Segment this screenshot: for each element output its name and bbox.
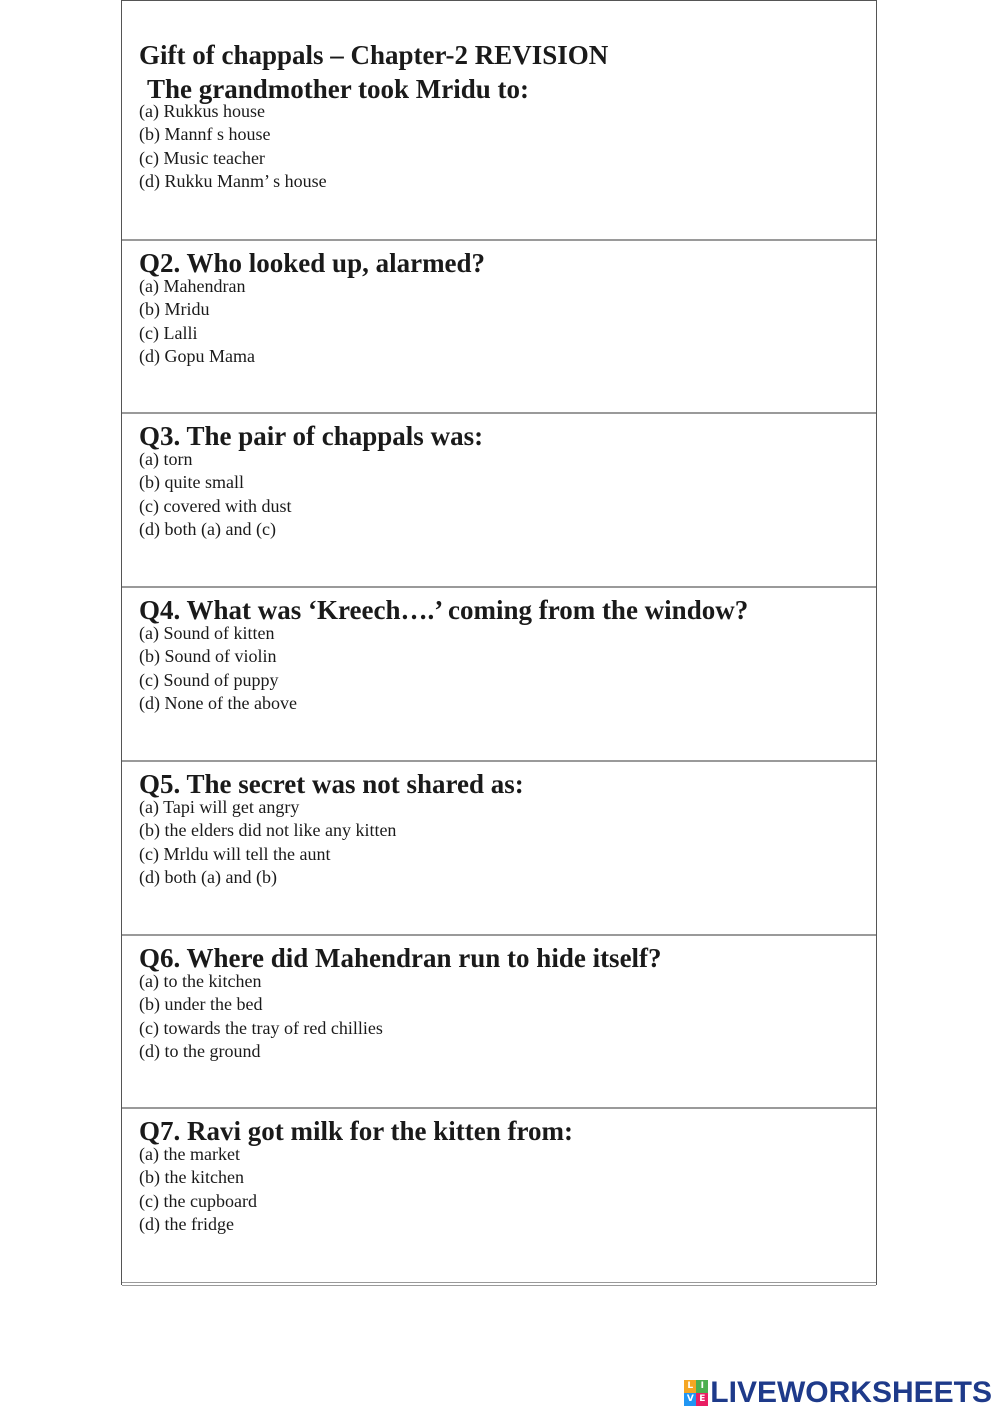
- option-a[interactable]: (a) Sound of kitten: [139, 623, 275, 643]
- question-block-3: [122, 414, 876, 588]
- question-text: The grandmother took Mridu to:: [147, 74, 529, 104]
- logo-letter: L: [684, 1380, 696, 1393]
- option-a[interactable]: (a) the market: [139, 1144, 240, 1164]
- logo-letter: V: [684, 1393, 696, 1406]
- option-c[interactable]: (c) covered with dust: [139, 495, 292, 516]
- option-c[interactable]: (c) Mrldu will tell the aunt: [139, 843, 331, 864]
- option-c[interactable]: (c) Lalli: [139, 322, 198, 343]
- option-c[interactable]: (c) towards the tray of red chillies: [139, 1017, 383, 1038]
- option-d[interactable]: (d) the fridge: [139, 1213, 234, 1234]
- option-b[interactable]: (b) the kitchen: [139, 1167, 244, 1188]
- option-list: [139, 100, 876, 193]
- question-text: Q4. What was ‘Kreech….’ coming from the window?: [139, 595, 749, 625]
- option-a[interactable]: (a) Tapi will get angry: [139, 797, 300, 817]
- option-a[interactable]: (a) to the kitchen: [139, 971, 262, 991]
- question-text: Q3. The pair of chappals was:: [139, 421, 484, 451]
- liveworksheets-brand[interactable]: [684, 1376, 992, 1410]
- option-b[interactable]: (b) Mannf s house: [139, 124, 271, 145]
- question-block-5: [122, 762, 876, 936]
- liveworksheets-wordmark: LIVEWORKSHEETS: [710, 1376, 992, 1409]
- question-text: Q2. Who looked up, alarmed?: [139, 248, 486, 278]
- worksheet-page: [121, 0, 877, 1285]
- question-block-4: [122, 588, 876, 762]
- liveworksheets-logo-icon: [684, 1380, 708, 1406]
- question-text: Q5. The secret was not shared as:: [139, 769, 524, 799]
- option-b[interactable]: (b) Mridu: [139, 299, 210, 320]
- option-b[interactable]: (b) Sound of violin: [139, 646, 277, 667]
- option-c[interactable]: (c) the cupboard: [139, 1190, 257, 1211]
- question-block-2: [122, 241, 876, 414]
- option-d[interactable]: (d) None of the above: [139, 692, 297, 713]
- question-text: Q7. Ravi got milk for the kitten from:: [139, 1116, 573, 1146]
- option-list: [139, 448, 876, 541]
- option-b[interactable]: (b) the elders did not like any kitten: [139, 820, 397, 841]
- option-a[interactable]: (a) torn: [139, 449, 193, 469]
- option-list: [139, 1143, 876, 1236]
- option-d[interactable]: (d) both (a) and (b): [139, 866, 277, 887]
- option-list: [139, 275, 876, 368]
- option-list: [139, 622, 876, 715]
- worksheet-title: Gift of chappals – Chapter-2 REVISION: [139, 40, 609, 70]
- logo-letter: E: [696, 1393, 708, 1406]
- option-d[interactable]: (d) to the ground: [139, 1040, 261, 1061]
- option-a[interactable]: (a) Mahendran: [139, 276, 246, 296]
- option-a[interactable]: (a) Rukkus house: [139, 101, 265, 121]
- question-block-6: [122, 936, 876, 1109]
- question-block-1: [122, 1, 876, 241]
- question-block-7: [122, 1109, 876, 1286]
- option-c[interactable]: (c) Music teacher: [139, 147, 265, 168]
- option-d[interactable]: (d) both (a) and (c): [139, 518, 276, 539]
- option-b[interactable]: (b) quite small: [139, 472, 244, 493]
- option-list: [139, 796, 876, 889]
- option-c[interactable]: (c) Sound of puppy: [139, 669, 279, 690]
- option-d[interactable]: (d) Rukku Manm’ s house: [139, 170, 327, 191]
- option-d[interactable]: (d) Gopu Mama: [139, 345, 255, 366]
- logo-letter: I: [696, 1380, 708, 1393]
- option-list: [139, 970, 876, 1063]
- question-text: Q6. Where did Mahendran run to hide itself?: [139, 943, 662, 973]
- option-b[interactable]: (b) under the bed: [139, 994, 263, 1015]
